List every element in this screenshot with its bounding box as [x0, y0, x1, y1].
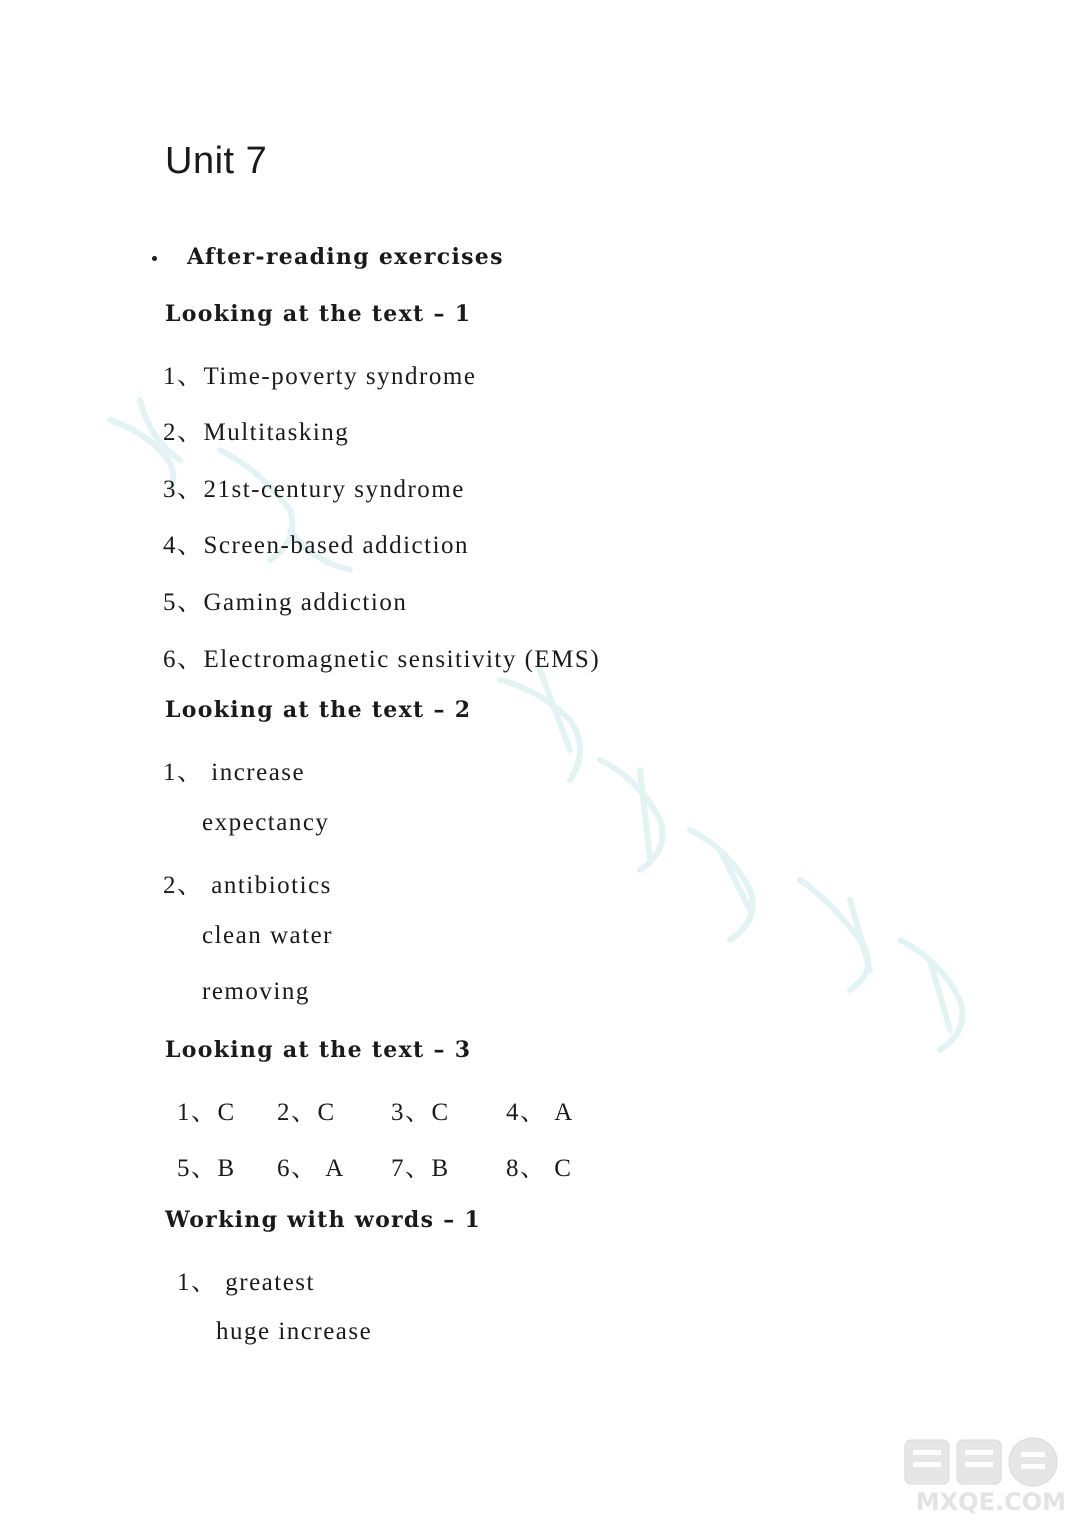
bullet-icon: [152, 256, 157, 261]
answer-cell: 2、C: [277, 1099, 336, 1126]
list-item: 1、Time-poverty syndrome: [163, 363, 477, 390]
answer-cell: 3、C: [391, 1099, 450, 1126]
answer-cell: 6、 A: [277, 1155, 345, 1182]
list-item: 5、Gaming addiction: [163, 589, 408, 616]
list-item: 6、Electromagnetic sensitivity (EMS): [163, 646, 601, 673]
section-heading: After-reading exercises: [187, 244, 504, 270]
answer-cell: 8、 C: [506, 1155, 573, 1182]
list-item: 2、 antibiotics: [163, 872, 332, 899]
answer-cell: 7、B: [391, 1155, 450, 1182]
watermark-logo-text: MXQE.COM: [915, 1488, 1066, 1516]
list-item: removing: [202, 978, 310, 1005]
list-item: 1、 increase: [163, 759, 306, 786]
answer-cell: 5、B: [177, 1155, 236, 1182]
list-item: 4、Screen-based addiction: [163, 532, 470, 559]
list-item: 2、Multitasking: [163, 419, 350, 446]
answer-cell: 1、C: [177, 1099, 236, 1126]
answer-cell: 4、 A: [506, 1099, 574, 1126]
page-title: Unit 7: [165, 140, 268, 182]
list-item: 3、21st-century syndrome: [163, 476, 465, 503]
list-item: huge increase: [216, 1318, 373, 1345]
list-item: expectancy: [202, 809, 330, 836]
list-item: clean water: [202, 922, 334, 949]
heading-text-3: Looking at the text – 3: [165, 1037, 472, 1063]
heading-text-2: Looking at the text – 2: [165, 697, 472, 723]
heading-text-1: Looking at the text – 1: [165, 301, 472, 327]
heading-words-1: Working with words – 1: [165, 1207, 482, 1233]
list-item: 1、 greatest: [177, 1269, 315, 1296]
